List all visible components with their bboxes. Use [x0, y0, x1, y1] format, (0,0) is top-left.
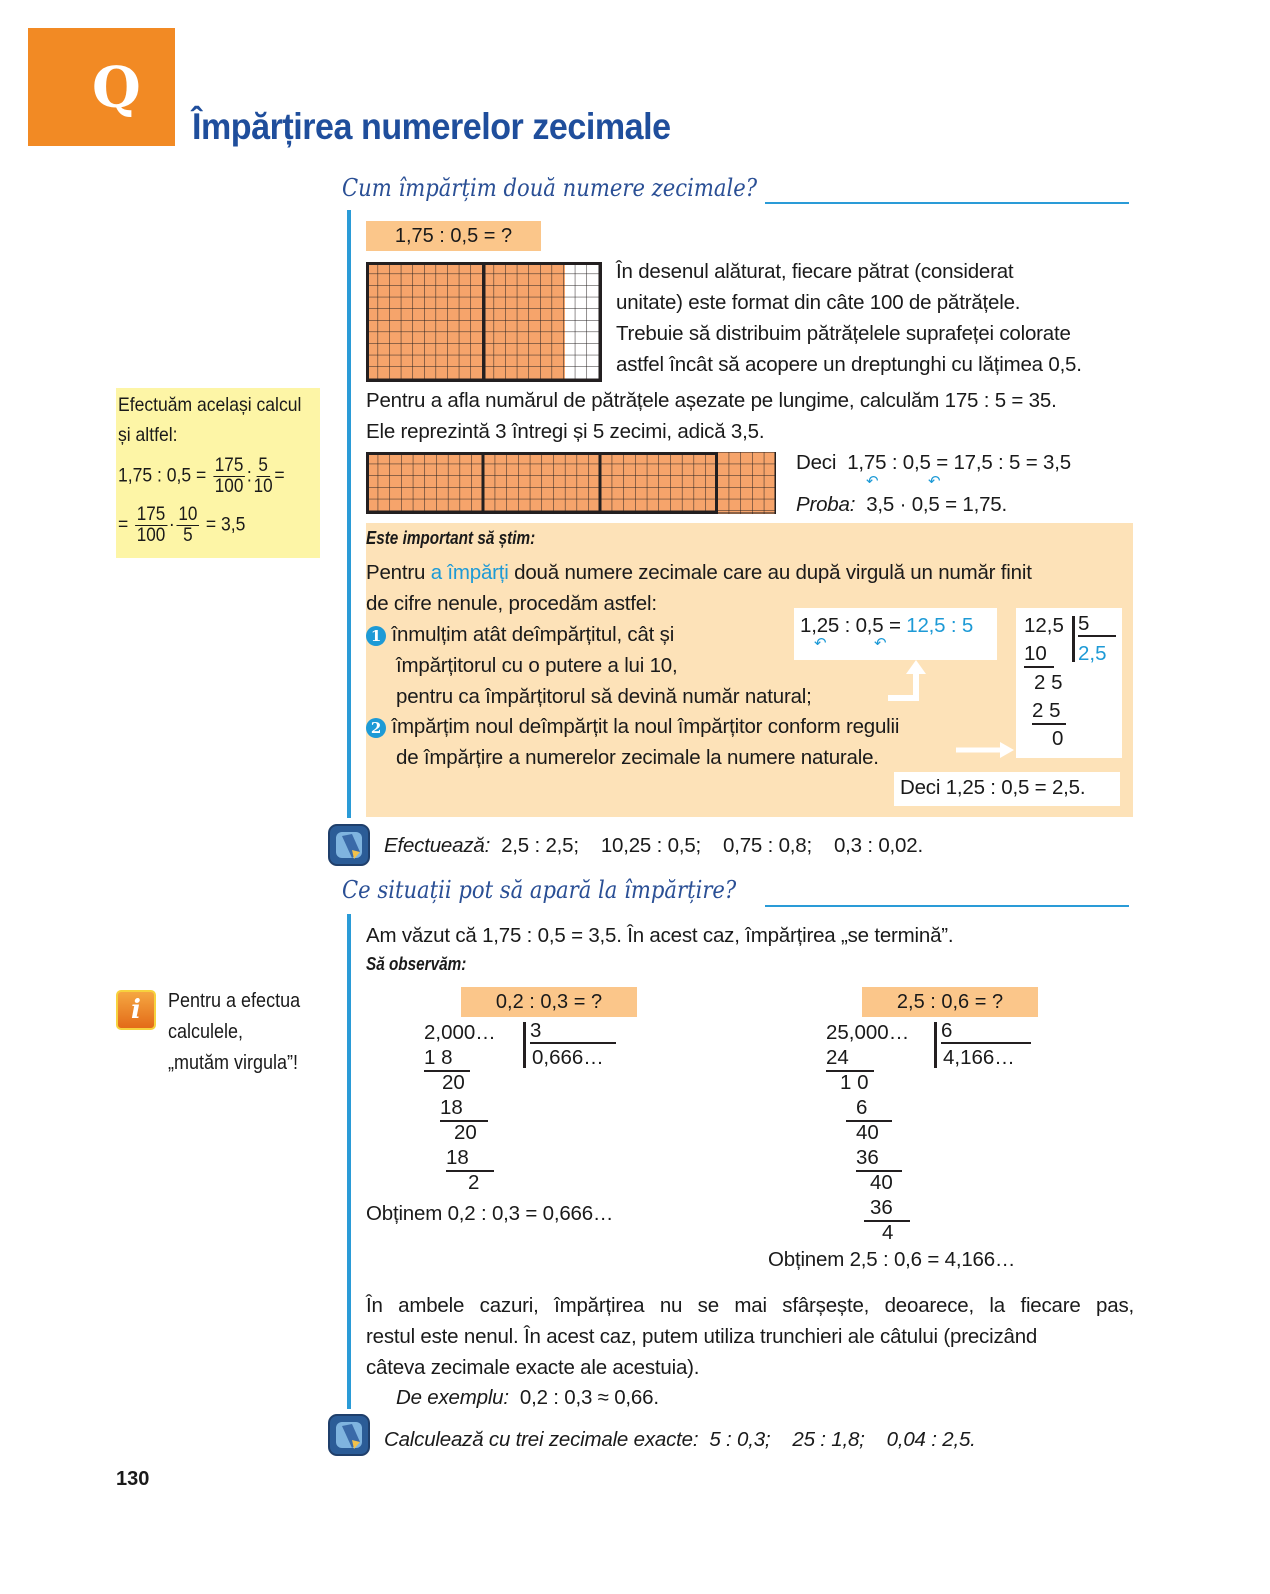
division-step: 18 [440, 1095, 488, 1122]
deci-expression: 1,75 : 0,5 = 17,5 : 5 = 3,5 [847, 451, 1071, 474]
dividend: 2,000… [424, 1021, 496, 1044]
text-line: de împărțire a numerelor zecimale la numere naturale. [396, 746, 879, 769]
text-line: Pentru a afla numărul de pătrățele așezate pe lungime, calculăm 175 : 5 = 35. [366, 389, 1057, 412]
text-line: împărțitorul cu o putere a lui 10, [396, 654, 678, 677]
exercise-label: Calculează cu trei zecimale exacte: [384, 1428, 699, 1451]
grid-description [616, 256, 1082, 380]
quotient: 2,5 [1078, 642, 1107, 665]
text: două numere zecimale care au după virgulă un număr finit [514, 561, 1032, 584]
division-step: 20 [454, 1121, 477, 1144]
text-line: restul este nenul. În acest caz, putem utiliza trunchieri ale câtului (precizând [366, 1325, 1038, 1348]
division-step: 20 [442, 1071, 465, 1094]
important-heading: Este important să știm: [366, 528, 536, 548]
numerator: 175 [214, 455, 244, 476]
comma-shift-arrow-icon: ↶ [866, 473, 879, 490]
text-line: câteva zecimale exacte ale acestuia). [366, 1356, 700, 1379]
section-rule-1 [765, 202, 1129, 204]
division-step: 10 [1024, 641, 1054, 668]
division-step: 36 [864, 1195, 910, 1222]
text-line: În desenul alăturat, fiecare pătrat (considerat [616, 260, 1014, 283]
division-step: 24 [826, 1045, 874, 1072]
note-text: și altfel: [118, 424, 178, 446]
comma-shift-arrow-icon: ↶ [874, 635, 887, 652]
important-intro [366, 557, 1032, 588]
note-expression-1 [118, 456, 300, 497]
section2-intro: Am văzut că 1,75 : 0,5 = 3,5. În acest caz, împărțirea „se termină”. [366, 924, 954, 947]
quotient: 4,166… [943, 1046, 1015, 1069]
exercise-2 [384, 1424, 976, 1455]
grid-35-icon [366, 452, 776, 514]
text-line: înmulțim atât deîmpărțitul, cât și [391, 623, 675, 646]
division-step: 4 [882, 1221, 894, 1244]
comma-shift-arrow-icon: ↶ [928, 473, 941, 490]
numerator: 175 [136, 504, 166, 525]
page-number: 130 [116, 1468, 150, 1490]
division-step: 1 0 [840, 1071, 869, 1094]
division-step: 36 [856, 1145, 902, 1172]
dividend: 12,5 [1024, 614, 1064, 637]
exercise-items: 5 : 0,3; 25 : 1,8; 0,04 : 2,5. [709, 1428, 976, 1451]
division-bar [934, 1022, 937, 1068]
sidebar-note-alt-method [116, 388, 320, 558]
text-line: Trebuie să distribuim pătrățelele suprafeței colorate [616, 322, 1071, 345]
example-transformed: 12,5 : 5 [906, 614, 974, 637]
division-step: 2 [468, 1171, 480, 1194]
text-line: unitate) este format din câte 100 de pătrățele. [616, 291, 1021, 314]
text-line: Ele reprezintă 3 întregi și 5 zecimi, adică 3,5. [366, 420, 765, 443]
section-title-1: Cum împărțim două numere zecimale? [342, 174, 758, 202]
division-step: 1 8 [424, 1045, 470, 1072]
observe-heading: Să observăm: [366, 954, 467, 974]
section-bar-2 [347, 914, 351, 1409]
sidebar-note-tip [168, 986, 315, 1079]
section-bar-1 [347, 210, 351, 818]
example-a-result: Obținem 0,2 : 0,3 = 0,666… [366, 1202, 614, 1225]
key-term: a împărți [430, 561, 509, 584]
important-conclusion: Deci 1,25 : 0,5 = 2,5. [894, 772, 1120, 806]
division-bar [523, 1022, 526, 1068]
fraction [135, 505, 167, 546]
comma-shift-arrow-icon: ↶ [814, 635, 827, 652]
grid-175-icon [366, 262, 602, 382]
length-explanation [366, 385, 1057, 447]
pencil-exercise-icon [328, 1414, 370, 1456]
long-division-a [424, 1020, 624, 1200]
rectangle-figure [366, 452, 776, 514]
section-title-2: Ce situații pot să apară la împărțire? [342, 876, 737, 904]
step-1 [366, 619, 812, 712]
denominator: 100 [214, 476, 244, 497]
proba-expression: 3,5 · 0,5 = 1,75. [866, 493, 1007, 516]
division-step: 0 [1052, 727, 1064, 750]
note-text: calculele, [168, 1021, 244, 1043]
step-number-badge: 1 [366, 626, 386, 646]
dividend: 25,000… [826, 1021, 910, 1044]
divisor: 6 [941, 1020, 1031, 1044]
fraction [213, 456, 245, 497]
fraction [254, 456, 273, 497]
example-b-tag: 2,5 : 0,6 = ? [862, 987, 1038, 1017]
step-number-badge: 2 [366, 718, 386, 738]
example-line [396, 1382, 659, 1413]
operator: · [168, 513, 175, 536]
conclusion-paragraph [366, 1290, 1134, 1383]
step-2 [366, 711, 899, 773]
important-intro-2: de cifre nenule, procedăm astfel: [366, 592, 657, 615]
numerator: 5 [258, 455, 268, 476]
divisor: 5 [1078, 613, 1116, 637]
text-line: astfel încât să acopere un dreptunghi cu lățimea 0,5. [616, 353, 1082, 376]
long-division-box [1016, 608, 1122, 758]
division-step: 2 5 [1032, 698, 1066, 725]
division-step: 18 [446, 1145, 494, 1172]
division-step: 40 [870, 1171, 893, 1194]
proba-label: Proba: [796, 493, 856, 516]
division-bar [1072, 616, 1075, 662]
division-step: 40 [856, 1121, 879, 1144]
denominator: 5 [183, 525, 193, 546]
text-line: În ambele cazuri, împărțirea nu se mai sfârșește, deoarece, la fiecare pas, [366, 1294, 1134, 1317]
long-division-b [826, 1020, 1036, 1245]
note-text: „mutăm virgula”! [168, 1052, 299, 1074]
example-expression: 0,2 : 0,3 ≈ 0,66. [519, 1386, 659, 1409]
operator: : [246, 464, 252, 487]
note-text: Efectuăm același calcul [118, 394, 302, 416]
right-arrow-icon [956, 740, 1016, 760]
page-title: Împărțirea numerelor zecimale [192, 106, 671, 147]
fraction [177, 505, 200, 546]
note-expression-2 [118, 505, 300, 546]
example-a-tag: 0,2 : 0,3 = ? [461, 987, 637, 1017]
denominator: 10 [253, 476, 273, 497]
expr-text: 1,75 : 0,5 = [118, 464, 207, 487]
text-line: pentru ca împărțitorul să devină număr natural; [396, 685, 812, 708]
example-box [794, 608, 997, 660]
pencil-glyph-icon [338, 1422, 364, 1450]
exercise-items: 2,5 : 2,5; 10,25 : 0,5; 0,75 : 0,8; 0,3 : 0,02. [501, 834, 923, 857]
operator: = [118, 513, 129, 536]
division-step: 2 5 [1034, 671, 1063, 694]
unit-squares-figure [366, 262, 602, 382]
section-rule-2 [765, 905, 1129, 907]
info-icon: i [116, 990, 156, 1030]
pencil-glyph-icon [338, 832, 364, 860]
quotient: 0,666… [532, 1046, 604, 1069]
problem-tag: 1,75 : 0,5 = ? [366, 221, 541, 251]
deci-label: Deci [796, 451, 837, 474]
divisor: 3 [530, 1020, 616, 1044]
denominator: 100 [136, 525, 166, 546]
elbow-arrow-icon [888, 660, 932, 706]
numerator: 10 [178, 504, 198, 525]
text: Pentru [366, 561, 426, 584]
division-step: 6 [846, 1095, 892, 1122]
example-original: 1,25 : 0,5 = [800, 614, 901, 637]
example-label: De exemplu: [396, 1386, 509, 1409]
example-b-result: Obținem 2,5 : 0,6 = 4,166… [768, 1248, 1016, 1271]
exercise-label: Efectuează: [384, 834, 491, 857]
pencil-exercise-icon [328, 824, 370, 866]
operator: = [274, 464, 285, 487]
exercise-1 [384, 830, 923, 861]
text-line: împărțim noul deîmpărțit la noul împărțitor conform regulii [391, 715, 900, 738]
proba-line [796, 489, 1007, 520]
note-text: Pentru a efectua [168, 990, 301, 1012]
result: = 3,5 [205, 513, 246, 536]
chapter-letter: Q [92, 55, 141, 121]
